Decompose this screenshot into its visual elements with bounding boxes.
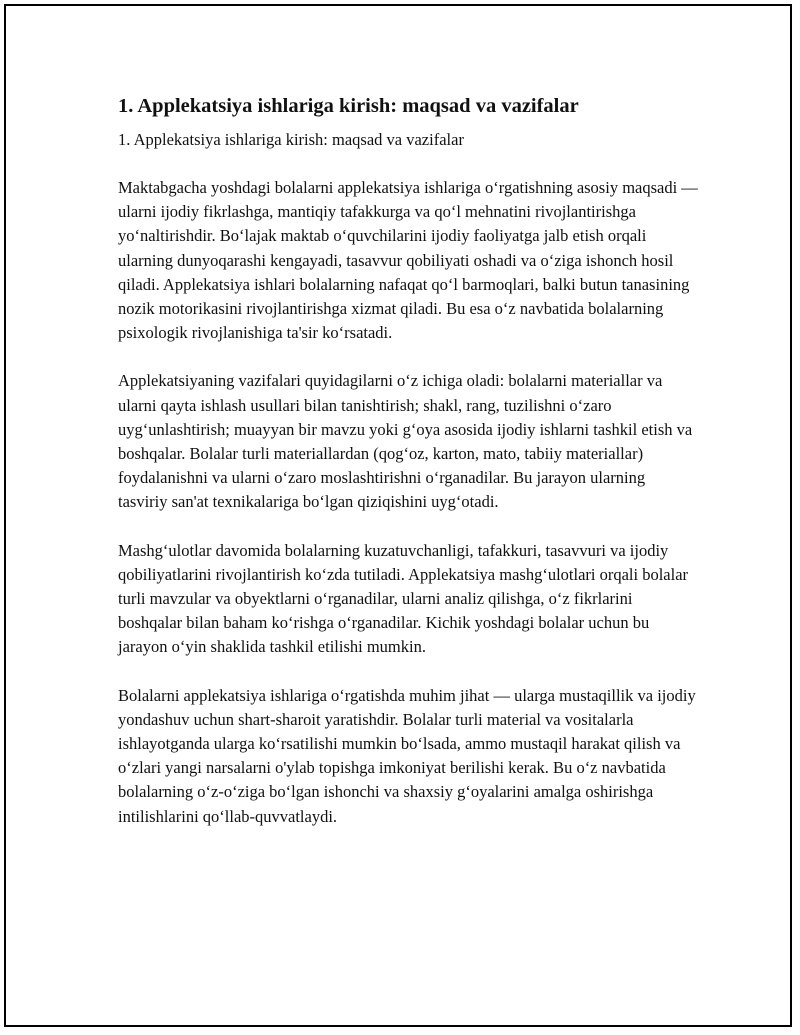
paragraph-1: Maktabgacha yoshdagi bolalarni applekatsiya ishlariga o‘rgatishning asosiy maqsadi — ularni ijodiy fikrlashga, mantiqiy tafakkurga va qo‘l mehnatini rivojlantirishga yo‘naltirishdir. Bo‘lajak maktab o‘quvchilarini ijodiy faoliyatga jalb etish orqali ularning dunyoqarashi kengayadi, tasavvur qobiliyati oshadi va o‘ziga ishonch hosil qiladi. Applekatsiya ishlari bolalarning nafaqat qo‘l barmoqlari, balki butun tanasining nozik motorikasini rivojlantirishga xizmat qiladi. Bu esa o‘z navbatida bolalarning psixologik rivojlanishiga ta'sir ko‘rsatadi. (118, 178, 698, 343)
paragraph-2: Applekatsiyaning vazifalari quyidagilarni o‘z ichiga oladi: bolalarni materiallar va ularni qayta ishlash usullari bilan tanishtirish; shakl, rang, tuzilishni o‘zaro uyg‘unlashtirish; muayyan bir mavzu yoki g‘oya asosida ijodiy ishlarni tashkil etish va boshqalar. Bolalar turli materiallardan (qog‘oz, karton, mato, tabiiy materiallar) foydalanishni va ularni o‘zaro moslashtirishni o‘rganadilar. Bu jarayon ularning tasviriy san'at texnikalariga bo‘lgan qiziqishini uyg‘otadi. (118, 371, 693, 512)
paragraph-3: Mashg‘ulotlar davomida bolalarning kuzatuvchanligi, tafakkuri, tasavvuri va ijodiy qobiliyatlarini rivojlantirish ko‘zda tutiladi. Applekatsiya mashg‘ulotlari orqali bolalar turli mavzular va obyektlarni o‘rganadilar, ularni analiz qilishga, o‘z fikrlarini boshqalar bilan baham ko‘rishga o‘rganadilar. Kichik yoshdagi bolalar uchun bu jarayon o‘yin shaklida tashkil etilishi mumkin. (118, 540, 689, 657)
document-body (118, 92, 698, 853)
document-subtitle: 1. Applekatsiya ishlariga kirish: maqsad va vazifalar (118, 130, 464, 149)
document-title: 1. Applekatsiya ishlariga kirish: maqsad va vazifalar (118, 95, 579, 117)
paragraph-4: Bolalarni applekatsiya ishlariga o‘rgatishda muhim jihat — ularga mustaqillik va ijodiy yondashuv uchun shart-sharoit yaratishdir. Bolalar turli material va vositalarla ishlayotganda ularga ko‘rsatilishi mumkin bo‘lsada, ammo mustaqil harakat qilish va o‘zlari yangi narsalarni o'ylab topishga imkoniyat berilishi kerak. Bu o‘z navbatida bolalarning o‘z-o‘ziga bo‘lgan ishonchi va shaxsiy g‘oyalarini amalga oshirishga intilishlarini qo‘llab-quvvatlaydi. (118, 685, 696, 826)
